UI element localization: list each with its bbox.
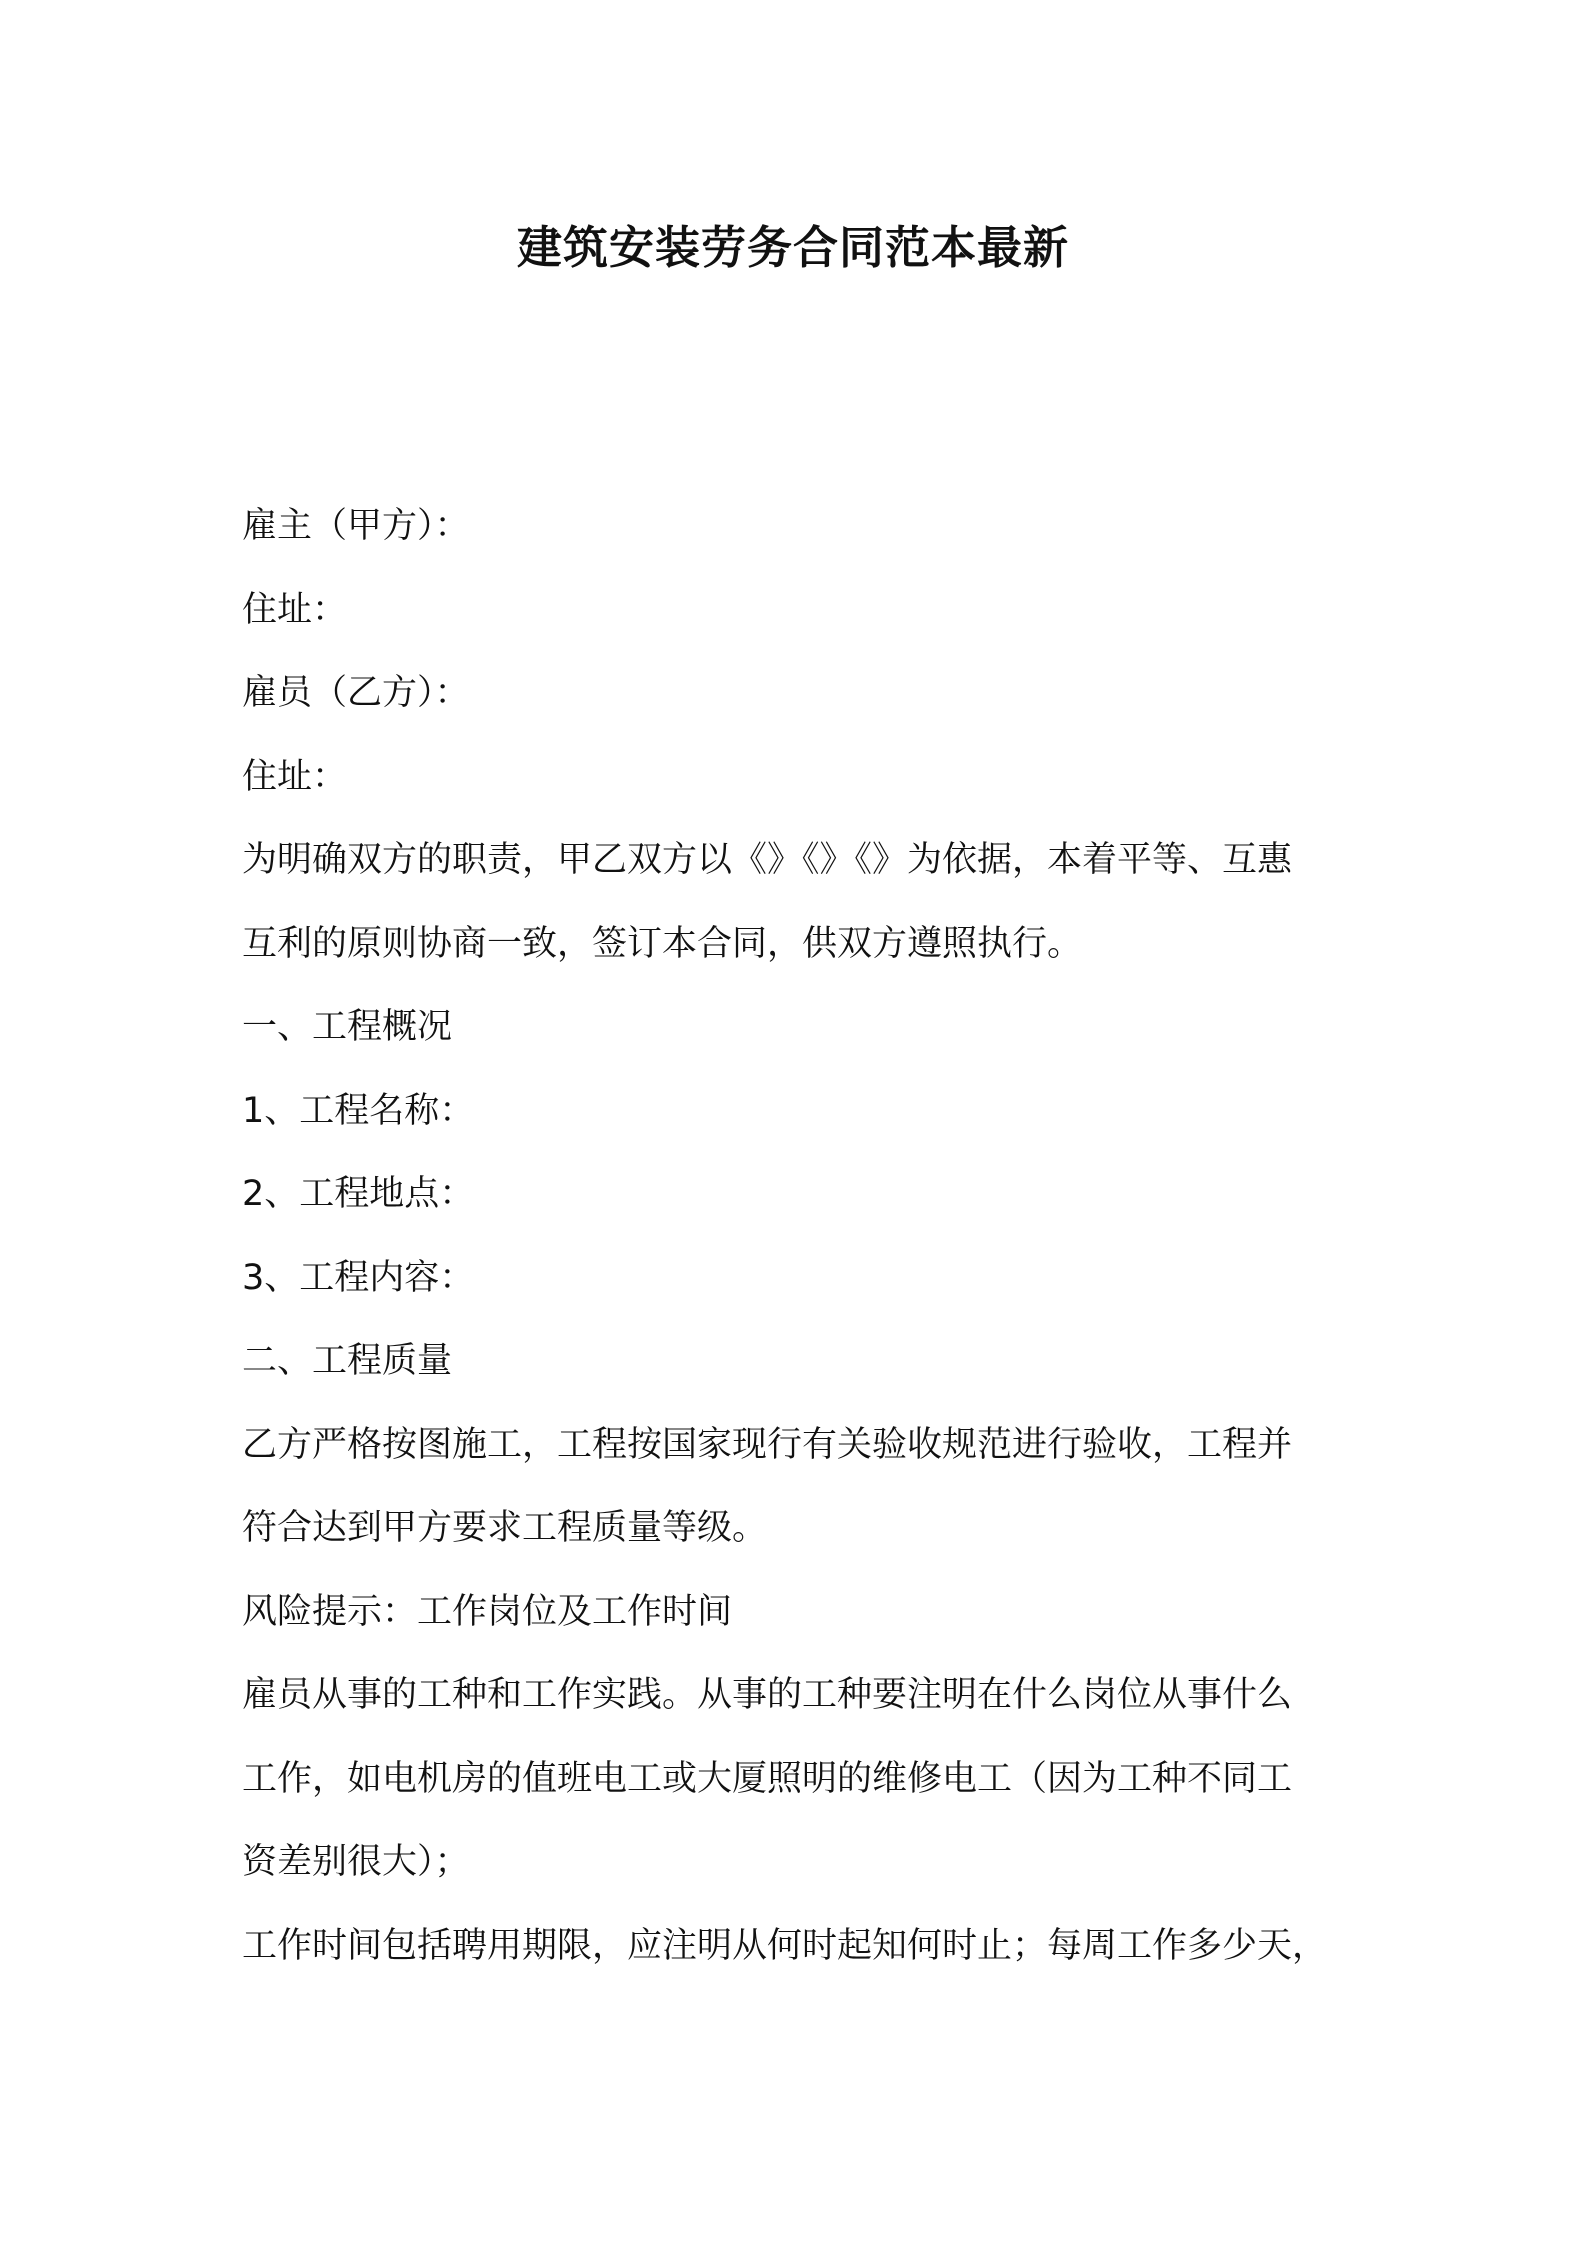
text-line: 资差别很大）； xyxy=(242,1842,470,1882)
text-line: 雇员从事的工种和工作实践。从事的工种要注明在什么岗位从事什么 xyxy=(242,1675,1293,1715)
text-line: 乙方严格按图施工，工程按国家现行有关验收规范进行验收，工程并 xyxy=(242,1424,1293,1465)
document-title: 建筑安装劳务合同范本最新 xyxy=(516,221,1069,274)
section-heading: 一、工程概况 xyxy=(242,1007,453,1047)
text-line: 1、工程名称： xyxy=(242,1090,475,1131)
risk-note-heading: 风险提示：工作岗位及工作时间 xyxy=(242,1591,733,1632)
section-heading: 二、工程质量 xyxy=(242,1341,453,1381)
text-line: 工作，如电机房的值班电工或大厦照明的维修电工（因为工种不同工 xyxy=(242,1758,1293,1799)
text-line: 雇员（乙方）： xyxy=(242,673,470,713)
document-body xyxy=(242,485,1362,1988)
text-line: 雇主（甲方）： xyxy=(242,506,470,546)
text-line: 住址： xyxy=(242,589,348,630)
text-line: 3、工程内容： xyxy=(242,1257,475,1298)
text-line: 住址： xyxy=(242,756,348,797)
text-line: 符合达到甲方要求工程质量等级。 xyxy=(242,1508,768,1548)
text-line: 2、工程地点： xyxy=(242,1174,475,1214)
text-line: 工作时间包括聘用期限，应注明从何时起知何时止；每周工作多少天， xyxy=(242,1925,1328,1966)
text-line: 为明确双方的职责，甲乙双方以《》《》《》为依据，本着平等、互惠 xyxy=(242,840,1293,880)
text-line: 互利的原则协商一致，签订本合同，供双方遵照执行。 xyxy=(242,923,1083,964)
